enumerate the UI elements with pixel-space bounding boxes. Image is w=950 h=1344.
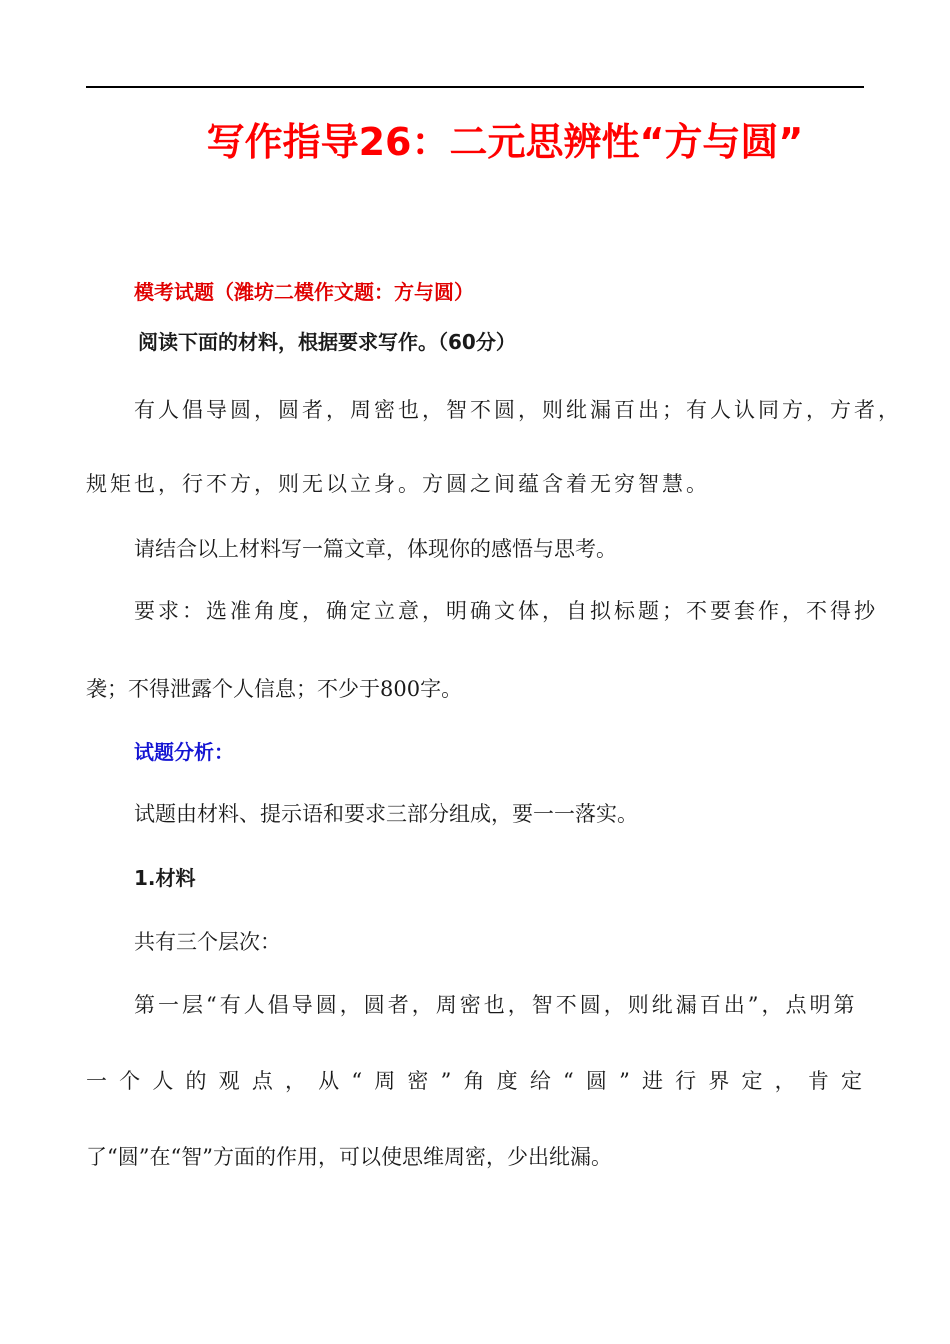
document-title: 写作指导26：二元思辨性“方与圆” [206, 120, 804, 164]
section-1-heading: 1.材料 [134, 866, 196, 890]
header-rule [86, 86, 864, 88]
analysis-intro: 试题由材料、提示语和要求三部分组成，要一一落实。 [134, 802, 638, 826]
requirement-line-1: 要求：选准角度，确定立意，明确文体，自拟标题；不要套作，不得抄 [134, 599, 878, 623]
analysis-heading: 试题分析： [134, 740, 234, 764]
prompt-text: 请结合以上材料写一篇文章，体现你的感悟与思考。 [134, 537, 617, 561]
layer-1-line-1: 第一层“有人倡导圆，圆者，周密也，智不圆，则纰漏百出”，点明第 [134, 993, 858, 1017]
layer-1-line-2: 一个人的观点，从“周密”角度给“圆”进行界定，肯定 [86, 1069, 862, 1093]
instruction-text: 阅读下面的材料，根据要求写作。（60分） [138, 330, 516, 354]
requirement-line-2: 袭；不得泄露个人信息；不少于800字。 [86, 677, 463, 701]
section-1-intro: 共有三个层次： [134, 930, 281, 954]
exam-heading: 模考试题（潍坊二模作文题：方与圆） [134, 280, 474, 304]
material-line-1: 有人倡导圆，圆者，周密也，智不圆，则纰漏百出；有人认同方，方者， [134, 398, 902, 422]
layer-1-line-3: 了“圆”在“智”方面的作用，可以使思维周密，少出纰漏。 [86, 1145, 612, 1169]
material-line-2: 规矩也，行不方，则无以立身。方圆之间蕴含着无穷智慧。 [86, 472, 710, 496]
